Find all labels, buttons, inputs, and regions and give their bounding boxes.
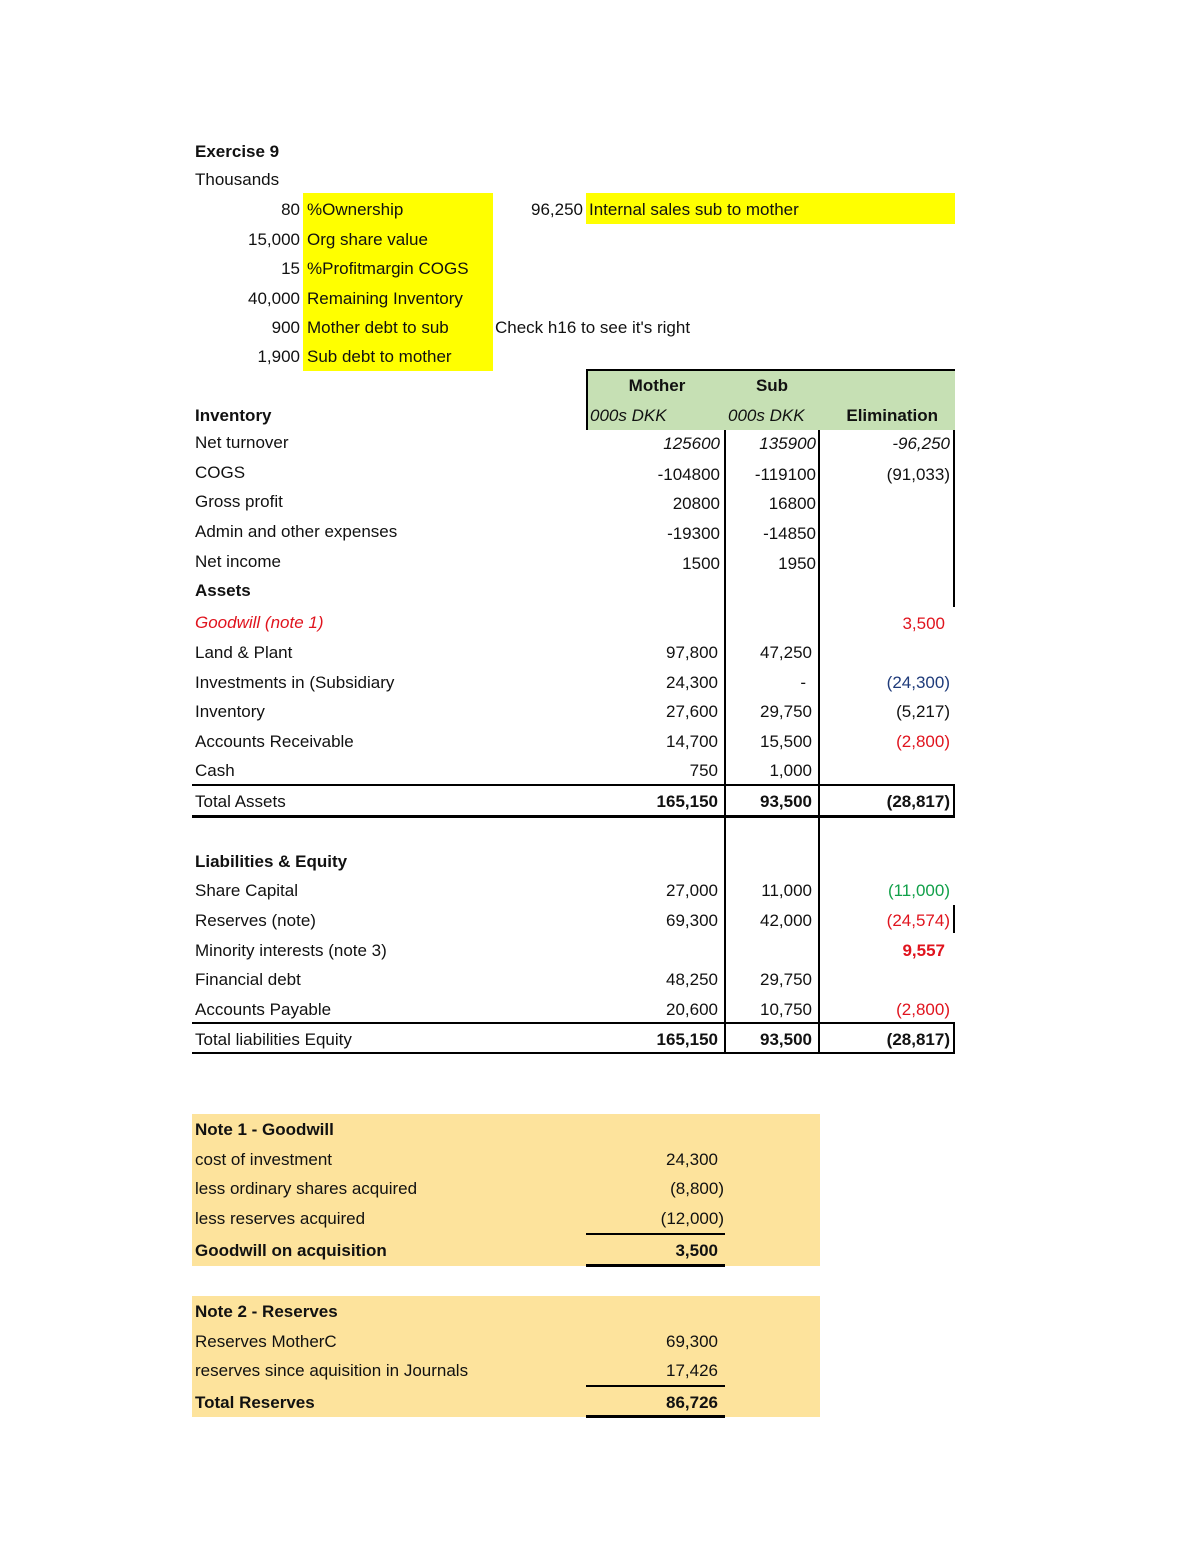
page-title: Exercise 9: [195, 142, 280, 161]
row-label: Net turnover: [195, 433, 289, 452]
note1-title: Note 1 - Goodwill: [195, 1120, 334, 1139]
note1-row-label: less reserves acquired: [195, 1209, 366, 1228]
cell-mother[interactable]: 20,600: [666, 1000, 718, 1019]
cell-sub[interactable]: 135900: [759, 434, 816, 453]
cell-elim[interactable]: (91,033): [886, 465, 950, 484]
note1-total-bottom-border: [586, 1264, 725, 1267]
input-value[interactable]: 15,000: [248, 230, 300, 249]
total-assets-sub[interactable]: 93,500: [760, 792, 812, 811]
cell-elim[interactable]: (2,800): [896, 732, 950, 751]
cell-elim[interactable]: 9,557: [902, 941, 945, 960]
cell-sub[interactable]: 42,000: [760, 911, 812, 930]
col-divider: [818, 786, 820, 816]
input-label: %Profitmargin COGS: [307, 259, 469, 278]
col-divider: [724, 818, 726, 1022]
note2-row-label: Reserves MotherC: [195, 1332, 337, 1351]
column-unit-mother: 000s DKK: [590, 406, 667, 425]
cell-sub[interactable]: 29,750: [760, 970, 812, 989]
row-label: Admin and other expenses: [195, 522, 398, 541]
input-label: Sub debt to mother: [307, 347, 452, 366]
input-value[interactable]: 80: [281, 200, 300, 219]
column-unit-sub: 000s DKK: [728, 406, 805, 425]
cell-mother[interactable]: 20800: [672, 494, 720, 513]
row-label: Land & Plant: [195, 643, 293, 662]
input-label: %Ownership: [307, 200, 404, 219]
cell-mother[interactable]: 27,000: [666, 881, 718, 900]
note1-row-value[interactable]: (8,800): [670, 1179, 724, 1198]
cell-sub[interactable]: 10,750: [760, 1000, 812, 1019]
cell-sub[interactable]: -: [800, 673, 806, 692]
row-label: Accounts Payable: [195, 1000, 332, 1019]
section-label-liabilities: Liabilities & Equity: [195, 852, 348, 871]
note1-total-top-border: [586, 1233, 725, 1235]
cell-mother[interactable]: 48,250: [666, 970, 718, 989]
total-assets-bottom-border: [192, 815, 955, 818]
col-divider: [818, 430, 820, 784]
note1-total-value[interactable]: 3,500: [675, 1241, 718, 1260]
cell-elim[interactable]: (11,000): [887, 881, 950, 900]
note1-total-label: Goodwill on acquisition: [195, 1241, 387, 1260]
col-divider: [953, 1024, 955, 1052]
cell-sub[interactable]: 47,250: [760, 643, 812, 662]
cell-elim[interactable]: (24,574): [886, 911, 950, 930]
total-assets-elim[interactable]: (28,817): [886, 792, 950, 811]
section-label-assets: Assets: [195, 581, 251, 600]
input-value[interactable]: 900: [271, 318, 300, 337]
row-label: Gross profit: [195, 492, 283, 511]
note2-row-value[interactable]: 69,300: [666, 1332, 718, 1351]
internal-sales-label: Internal sales sub to mother: [589, 200, 799, 219]
cell-sub[interactable]: 16800: [768, 494, 816, 513]
total-liab-mother[interactable]: 165,150: [656, 1030, 718, 1049]
cell-sub[interactable]: -119100: [754, 465, 816, 484]
total-assets-mother[interactable]: 165,150: [656, 792, 718, 811]
col-divider: [953, 786, 955, 816]
input-value[interactable]: 1,900: [257, 347, 300, 366]
col-divider: [953, 430, 955, 607]
note2-total-bottom-border: [586, 1415, 725, 1418]
internal-sales-value[interactable]: 96,250: [531, 200, 583, 219]
cell-elim[interactable]: -96,250: [892, 434, 950, 453]
row-label-goodwill: Goodwill (note 1): [195, 613, 324, 632]
note2-total-value[interactable]: 86,726: [666, 1393, 718, 1412]
cell-elim[interactable]: 3,500: [902, 614, 945, 633]
note1-row-label: less ordinary shares acquired: [195, 1179, 418, 1198]
cell-mother[interactable]: 69,300: [666, 911, 718, 930]
cell-elim[interactable]: (2,800): [896, 1000, 950, 1019]
cell-sub[interactable]: 1,000: [769, 761, 812, 780]
row-label: Minority interests (note 3): [195, 941, 387, 960]
total-liab-label: Total liabilities Equity: [195, 1030, 352, 1049]
cell-mother[interactable]: 125600: [663, 434, 720, 453]
input-label: Org share value: [307, 230, 428, 249]
row-label: Reserves (note): [195, 911, 316, 930]
note2-row-label: reserves since aquisition in Journals: [195, 1361, 469, 1380]
total-liab-elim[interactable]: (28,817): [886, 1030, 950, 1049]
cell-sub[interactable]: 29,750: [760, 702, 812, 721]
total-assets-label: Total Assets: [195, 792, 286, 811]
cell-elim[interactable]: (24,300): [886, 673, 950, 692]
row-label: Investments in (Subsidiary: [195, 673, 395, 692]
col-divider: [724, 1024, 726, 1052]
cell-sub[interactable]: 11,000: [761, 881, 812, 900]
column-header-elimination: Elimination: [846, 406, 938, 425]
unit-label: Thousands: [195, 170, 280, 189]
cell-mother[interactable]: 1500: [682, 554, 720, 573]
cell-mother[interactable]: 750: [689, 761, 718, 780]
note2-title: Note 2 - Reserves: [195, 1302, 338, 1321]
input-label: Mother debt to sub: [307, 318, 449, 337]
input-value[interactable]: 40,000: [248, 289, 300, 308]
column-header-sub: Sub: [755, 376, 789, 395]
row-label: Share Capital: [195, 881, 299, 900]
row-label: Financial debt: [195, 970, 301, 989]
total-liab-sub[interactable]: 93,500: [760, 1030, 812, 1049]
row-label: Accounts Receivable: [195, 732, 354, 751]
cell-mother[interactable]: 27,600: [666, 702, 718, 721]
note2-total-label: Total Reserves: [195, 1393, 315, 1412]
col-divider: [724, 430, 726, 784]
total-liab-top-border: [192, 1022, 955, 1024]
header-left-border: [586, 371, 588, 430]
cell-mother[interactable]: 14,700: [666, 732, 718, 751]
input-value[interactable]: 15: [281, 259, 300, 278]
note2-total-top-border: [586, 1385, 725, 1387]
note1-row-value[interactable]: (12,000): [660, 1209, 724, 1228]
section-label-inventory: Inventory: [195, 406, 272, 425]
col-divider: [724, 786, 726, 816]
row-label: Inventory: [195, 702, 265, 721]
cell-sub[interactable]: -14850: [763, 524, 816, 543]
note2-row-value[interactable]: 17,426: [666, 1361, 718, 1380]
cell-mother[interactable]: -19300: [667, 524, 720, 543]
column-header-mother: Mother: [628, 376, 686, 395]
cell-mother[interactable]: -104800: [657, 465, 720, 484]
note1-row-value[interactable]: 24,300: [666, 1150, 718, 1169]
total-assets-top-border: [192, 784, 955, 786]
col-divider: [818, 1024, 820, 1052]
check-note: Check h16 to see it's right: [495, 318, 691, 337]
col-divider: [953, 905, 955, 933]
cell-mother[interactable]: 97,800: [666, 643, 718, 662]
total-liab-bottom-border: [192, 1052, 955, 1054]
header-top-border: [586, 369, 955, 371]
row-label: Cash: [195, 761, 235, 780]
cell-sub[interactable]: 15,500: [760, 732, 812, 751]
cell-mother[interactable]: 24,300: [666, 673, 718, 692]
cell-sub[interactable]: 1950: [778, 554, 816, 573]
input-label: Remaining Inventory: [307, 289, 463, 308]
row-label: Net income: [195, 552, 281, 571]
col-divider: [818, 818, 820, 1022]
row-label: COGS: [195, 463, 246, 482]
cell-elim[interactable]: (5,217): [896, 702, 950, 721]
note1-row-label: cost of investment: [195, 1150, 333, 1169]
